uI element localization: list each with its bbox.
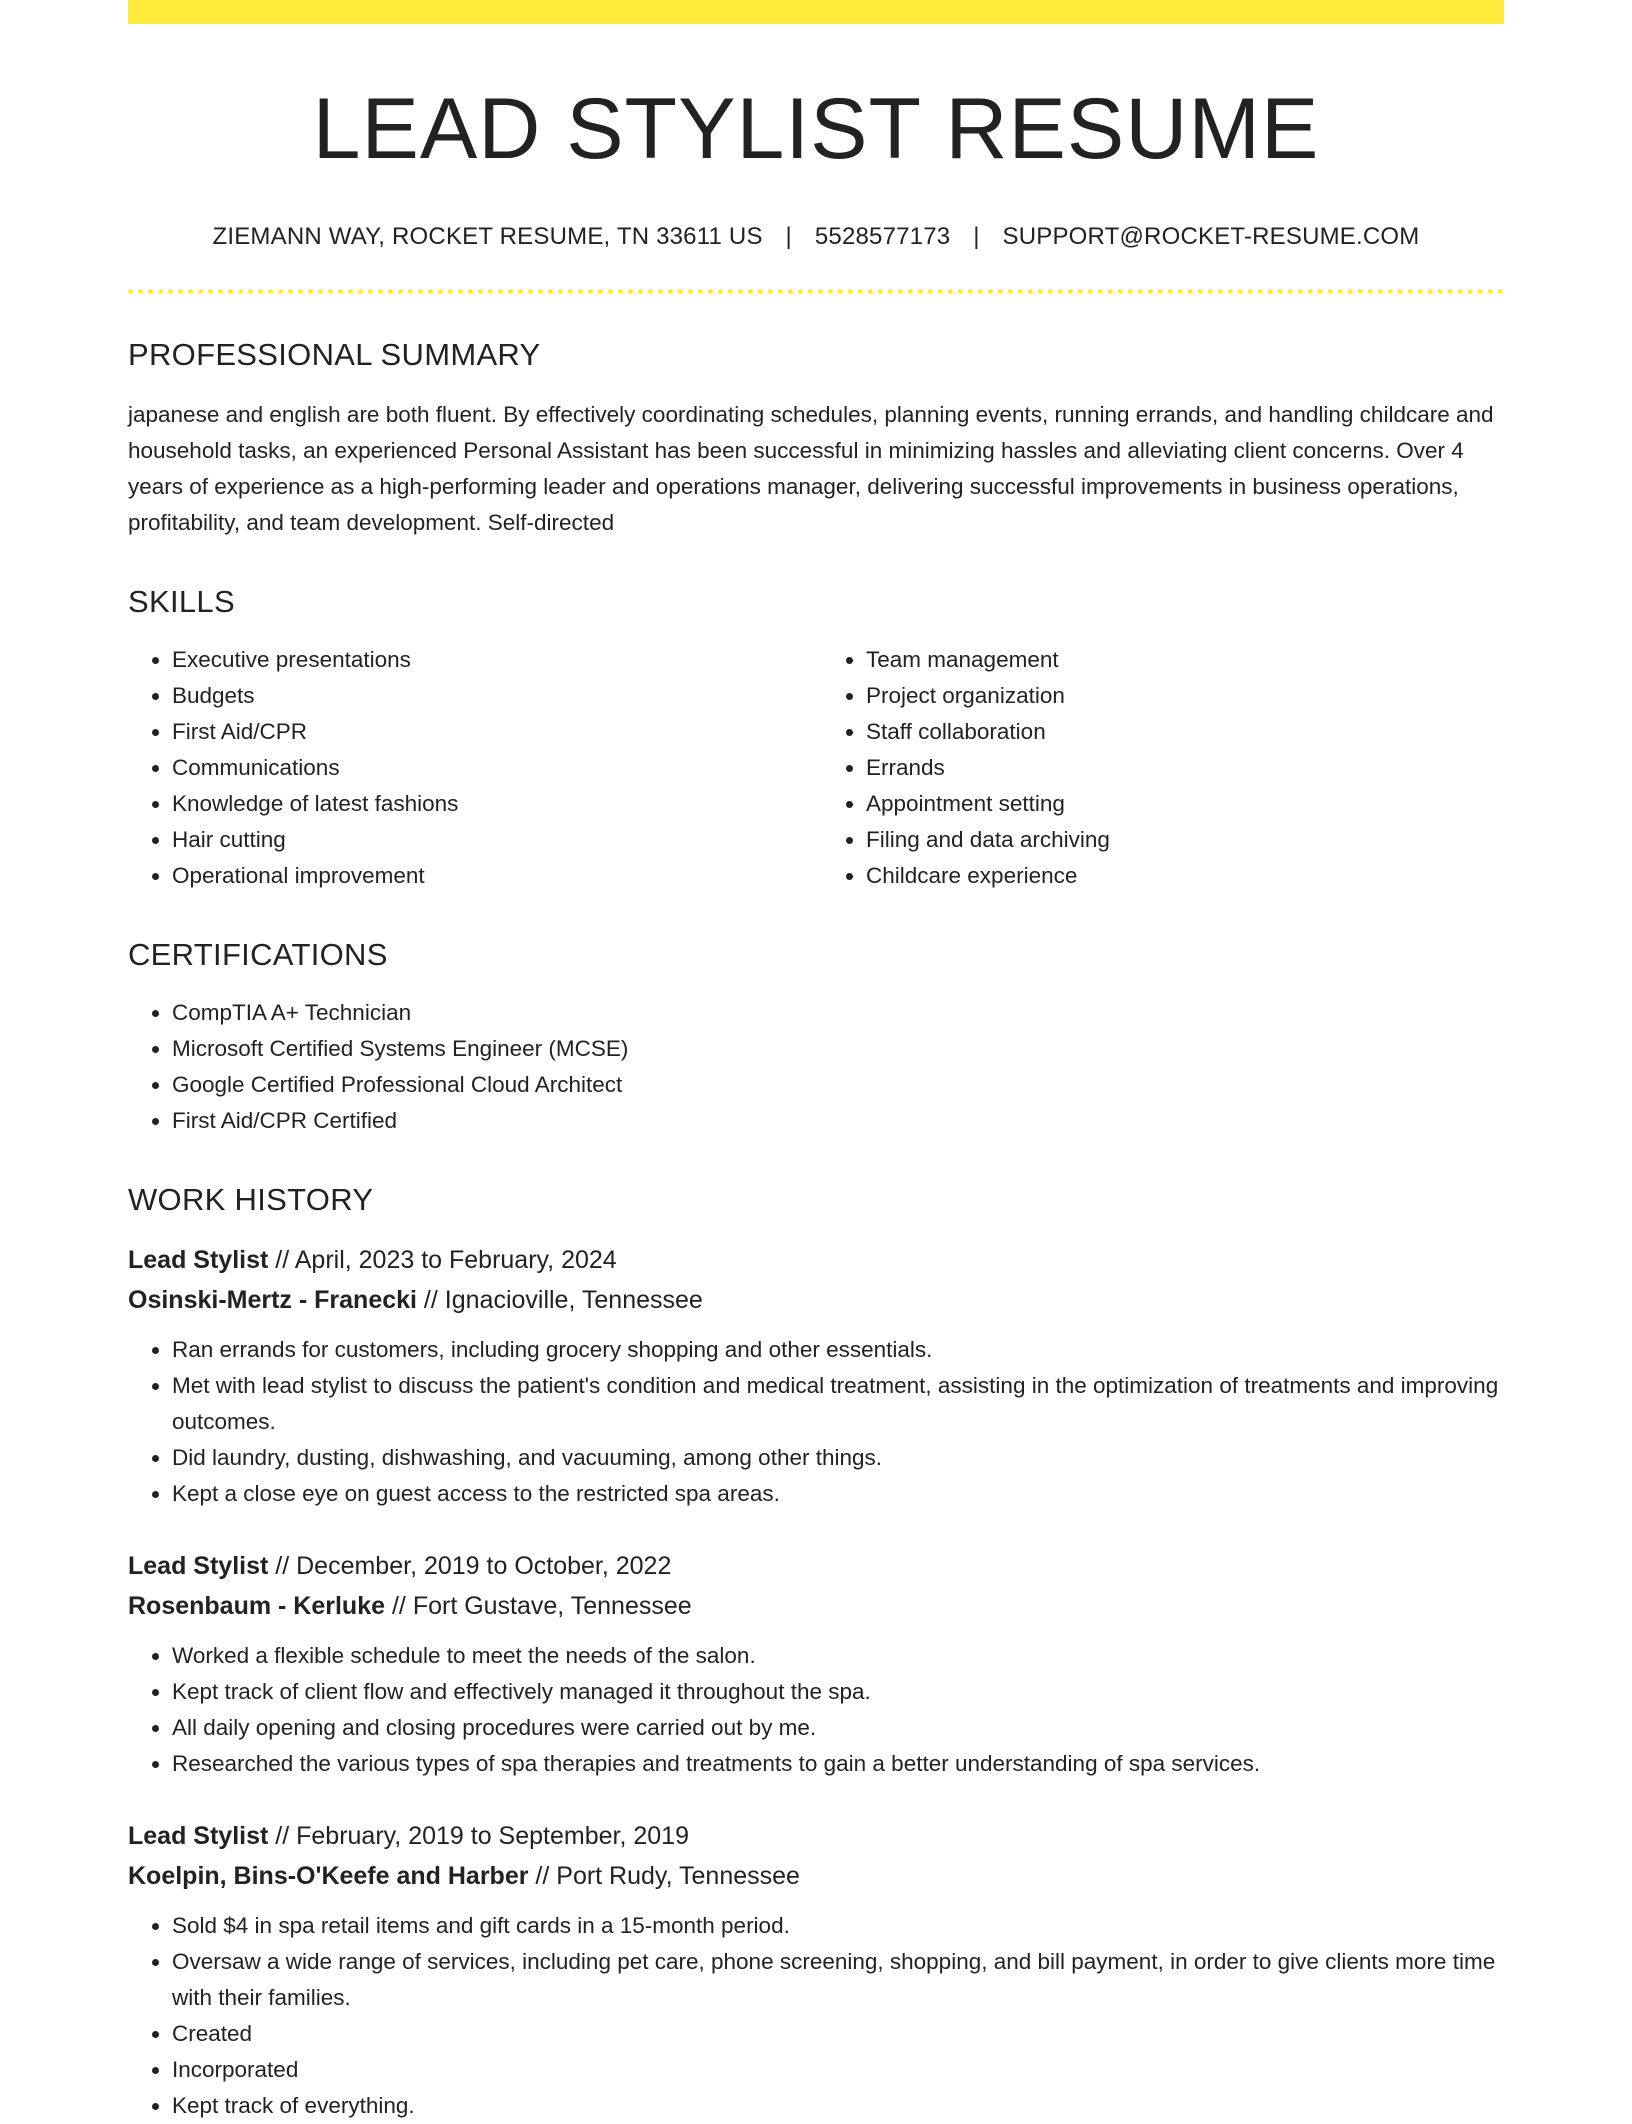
job-bullet: • Created bbox=[172, 2016, 1504, 2052]
contact-email[interactable]: SUPPORT@ROCKET-RESUME.COM bbox=[1002, 222, 1420, 250]
job-dates: February, 2019 to September, 2019 bbox=[296, 1822, 689, 1851]
job-role: Lead Stylist bbox=[128, 1822, 269, 1851]
job-location: Fort Gustave, Tennessee bbox=[412, 1592, 692, 1621]
job-bullet: • Sold $4 in spa retail items and gift cards in a 15-month period. bbox=[172, 1908, 1504, 1944]
contact-address: ZIEMANN WAY, ROCKET RESUME, TN 33611 US bbox=[212, 222, 763, 250]
certification-item: • Microsoft Certified Systems Engineer (MCSE) bbox=[172, 1031, 1504, 1067]
job-company-line bbox=[128, 1280, 1504, 1320]
skill-item: • Team management bbox=[866, 642, 1504, 678]
job-bullet: • Ran errands for customers, including grocery shopping and other essentials. bbox=[172, 1332, 1504, 1368]
job-bullet: • Kept track of everything. bbox=[172, 2088, 1504, 2124]
skill-item: • Appointment setting bbox=[866, 786, 1504, 822]
job-entry bbox=[128, 1546, 1504, 1782]
job-bullets bbox=[128, 1638, 1504, 1782]
skill-item: • Errands bbox=[866, 750, 1504, 786]
job-title-line bbox=[128, 1816, 1504, 1856]
job-separator: // bbox=[528, 1862, 557, 1891]
job-bullet: • Kept track of client flow and effectively managed it throughout the spa. bbox=[172, 1674, 1504, 1710]
skills-heading: SKILLS bbox=[128, 583, 235, 619]
skill-item: • Budgets bbox=[172, 678, 816, 714]
job-entry bbox=[128, 1240, 1504, 1512]
skill-item: • Project organization bbox=[866, 678, 1504, 714]
resume-page bbox=[128, 0, 1504, 2124]
job-title-line bbox=[128, 1240, 1504, 1280]
job-dates: December, 2019 to October, 2022 bbox=[296, 1552, 672, 1581]
job-bullet: • Incorporated bbox=[172, 2052, 1504, 2088]
skill-item: • First Aid/CPR bbox=[172, 714, 816, 750]
skill-item: • Staff collaboration bbox=[866, 714, 1504, 750]
job-company: Rosenbaum - Kerluke bbox=[128, 1592, 386, 1621]
job-location: Ignacioville, Tennessee bbox=[444, 1286, 703, 1315]
top-accent-bar bbox=[128, 0, 1504, 24]
job-company-line bbox=[128, 1586, 1504, 1626]
contact-separator: | bbox=[973, 222, 980, 250]
job-separator: // bbox=[268, 1246, 295, 1275]
skills-grid bbox=[128, 620, 1504, 894]
contact-separator: | bbox=[785, 222, 792, 250]
work-history-heading: WORK HISTORY bbox=[128, 1182, 374, 1218]
contact-line bbox=[128, 223, 1504, 251]
job-role: Lead Stylist bbox=[128, 1552, 269, 1581]
skills-list-left bbox=[128, 642, 816, 894]
job-bullet: • Oversaw a wide range of services, including pet care, phone screening, shopping, and bill payment, in order to give clients more time with their families. bbox=[172, 1944, 1504, 2016]
job-bullet: • Met with lead stylist to discuss the patient's condition and medical treatment, assisting in the optimization of treatments and improving outcomes. bbox=[172, 1368, 1504, 1440]
skill-item: • Knowledge of latest fashions bbox=[172, 786, 816, 822]
skill-item: • Filing and data archiving bbox=[866, 822, 1504, 858]
job-separator: // bbox=[268, 1822, 297, 1851]
job-separator: // bbox=[416, 1286, 445, 1315]
resume-title: LEAD STYLIST RESUME bbox=[312, 81, 1320, 177]
certifications-heading: CERTIFICATIONS bbox=[128, 936, 388, 972]
job-separator: // bbox=[268, 1552, 297, 1581]
job-bullet: • All daily opening and closing procedures were carried out by me. bbox=[172, 1710, 1504, 1746]
job-bullet: • Worked a flexible schedule to meet the needs of the salon. bbox=[172, 1638, 1504, 1674]
job-company-line bbox=[128, 1856, 1504, 1896]
job-bullet: • Kept a close eye on guest access to the restricted spa areas. bbox=[172, 1476, 1504, 1512]
certification-item: • Google Certified Professional Cloud Architect bbox=[172, 1067, 1504, 1103]
skill-item: • Executive presentations bbox=[172, 642, 816, 678]
job-location: Port Rudy, Tennessee bbox=[556, 1862, 800, 1891]
summary-heading: PROFESSIONAL SUMMARY bbox=[128, 336, 541, 372]
job-company: Koelpin, Bins-O'Keefe and Harber bbox=[128, 1862, 529, 1891]
contact-phone[interactable]: 5528577173 bbox=[814, 222, 951, 250]
job-bullets bbox=[128, 1332, 1504, 1512]
certifications-list bbox=[128, 995, 1504, 1139]
skill-item: • Childcare experience bbox=[866, 858, 1504, 894]
job-company: Osinski-Mertz - Franecki bbox=[128, 1286, 417, 1315]
summary-text: japanese and english are both fluent. By effectively coordinating schedules, planning events, running errands, and handling childcare and household tasks, an experienced Personal Assistant has been successful in minimizing hassles and alleviating client concerns. Over 4 years of experience as a high-performing leader and operations manager, delivering successful improvements in business operations, profitability, and team development. Self-directed bbox=[128, 401, 1494, 535]
certification-item: • First Aid/CPR Certified bbox=[172, 1103, 1504, 1139]
certification-item: • CompTIA A+ Technician bbox=[172, 995, 1504, 1031]
skill-item: • Operational improvement bbox=[172, 858, 816, 894]
job-dates: April, 2023 to February, 2024 bbox=[294, 1246, 617, 1275]
skill-item: • Hair cutting bbox=[172, 822, 816, 858]
job-bullets bbox=[128, 1908, 1504, 2124]
skills-list-right bbox=[816, 642, 1504, 894]
skill-item: • Communications bbox=[172, 750, 816, 786]
job-title-line bbox=[128, 1546, 1504, 1586]
dotted-divider bbox=[128, 289, 1504, 294]
job-role: Lead Stylist bbox=[128, 1246, 269, 1275]
job-separator: // bbox=[385, 1592, 413, 1621]
job-bullet: • Researched the various types of spa therapies and treatments to gain a better understanding of spa services. bbox=[172, 1746, 1504, 1782]
job-entry bbox=[128, 1816, 1504, 2124]
job-bullet: • Did laundry, dusting, dishwashing, and vacuuming, among other things. bbox=[172, 1440, 1504, 1476]
